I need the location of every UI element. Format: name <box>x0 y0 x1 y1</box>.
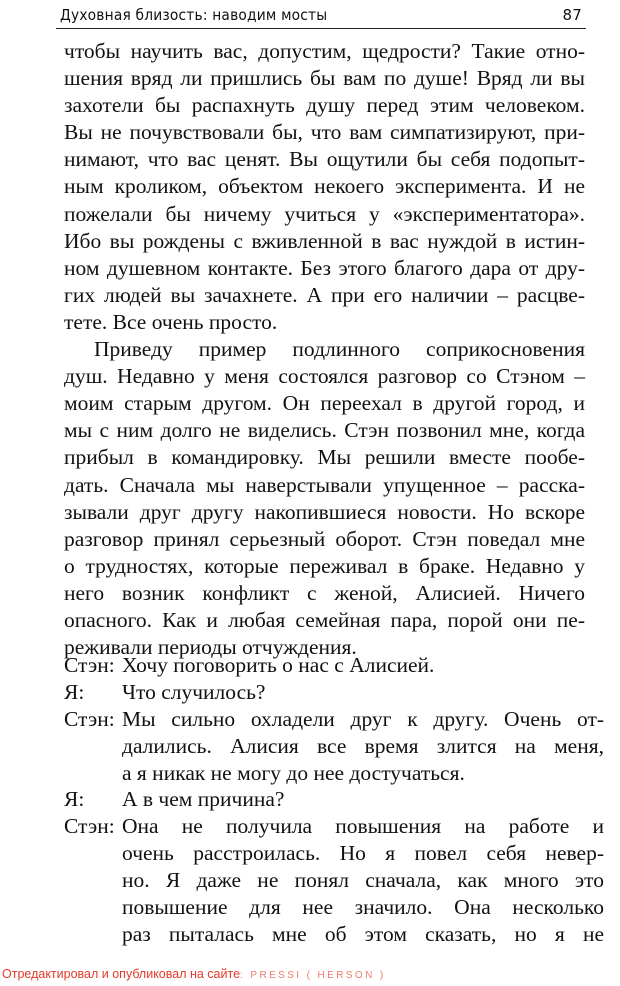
text-line: зывали друг другу накопившиеся новости. Но вскоре <box>64 499 585 524</box>
speech-text <box>122 706 604 787</box>
speech-line: раз пыталась мне об этом сказать, но я не <box>122 921 604 946</box>
text-line: шения вряд ли пришлись бы вам по душе! Вряд ли вы <box>64 66 585 91</box>
speech-line: Хочу поговорить о нас с Алисией. <box>122 653 435 677</box>
dialogue-turn <box>64 813 604 947</box>
page-number: 87 <box>562 6 582 24</box>
chapter-title: Духовная близость: наводим мосты <box>60 6 328 24</box>
text-line: тете. Все очень просто. <box>64 309 278 334</box>
text-line: мы с ним долго не виделись. Стэн позвонил мне, когда <box>64 418 585 443</box>
dialogue-turn <box>64 706 604 787</box>
speech-line: но. Я даже не понял сначала, как много это <box>122 868 604 893</box>
speaker-label: Я: <box>64 679 85 704</box>
speech-line: Мы сильно охладели друг к другу. Очень от- <box>122 706 604 731</box>
dialogue-block <box>64 652 604 948</box>
speaker-label: Стэн: <box>64 653 115 677</box>
speech-text <box>122 786 604 813</box>
speech-line: Что случилось? <box>122 679 266 704</box>
text-line: опасного. Как и любая семейная пара, порой они пе- <box>64 607 585 632</box>
speaker-label: Стэн: <box>64 814 115 839</box>
text-line: него возник конфликт с женой, Алисией. Ничего <box>64 580 585 605</box>
speech-text <box>122 652 604 679</box>
speech-line: а я никак не могу до нее достучаться. <box>122 760 465 785</box>
speech-line: далились. Алисия все время злится на меня, <box>122 733 604 758</box>
speech-line: А в чем причина? <box>122 787 285 812</box>
paragraph-2 <box>64 336 585 661</box>
speaker-label: Я: <box>64 787 85 812</box>
running-header <box>56 4 586 29</box>
text-line: разговор принял серьезный оборот. Стэн поведал мне <box>64 526 585 551</box>
speech-text <box>122 813 604 947</box>
text-line: душ. Недавно у меня состоялся разговор со Стэном – <box>64 364 585 389</box>
text-line: пожелали бы ничему учиться у «экспериментатора». <box>64 201 585 226</box>
dialogue-turn <box>64 652 604 679</box>
text-line: прибыл в командировку. Мы решили вместе пообе- <box>64 445 585 470</box>
speech-line: повышение для нее значило. Она несколько <box>122 895 604 920</box>
text-line: нимают, что вас ценят. Вы ощутили бы себя подопыт- <box>64 147 585 172</box>
text-line: Приведу пример подлинного соприкосновения <box>94 337 585 362</box>
text-line: дать. Сначала мы наверстывали упущенное – расска- <box>64 472 585 497</box>
text-line: захотели бы распахнуть душу перед этим человеком. <box>64 93 585 118</box>
speaker-label: Стэн: <box>64 706 115 731</box>
text-line: ном душевном контакте. Без этого благого дара от дру- <box>64 255 585 280</box>
text-line: моим старым другом. Он переехал в другой город, и <box>64 391 585 416</box>
speech-text <box>122 679 604 706</box>
body-text <box>64 38 585 661</box>
dialogue-turn <box>64 786 604 813</box>
text-line: Ибо вы рождены с вживленной в вас нуждой в истин- <box>64 228 585 253</box>
text-line: Вы не почувствовали бы, что вам симпатизируют, при- <box>64 120 585 145</box>
text-line: чтобы научить вас, допустим, щедрости? Такие отно- <box>64 39 585 63</box>
paragraph-1 <box>64 38 585 336</box>
text-line: гих людей вы зачахнете. А при его наличии – расцве- <box>64 282 585 307</box>
speech-line: очень расстроилась. Но я повел себя невер- <box>122 841 604 866</box>
dialogue-turn <box>64 679 604 706</box>
watermark-footer <box>2 966 386 984</box>
text-line: ным кроликом, объектом некоего эксперимента. И не <box>64 174 585 199</box>
footer-site: : PRESSI ( HERSON ) <box>240 970 386 981</box>
text-line: о трудностях, которые переживал в браке. Недавно у <box>64 553 585 578</box>
speech-line: Она не получила повышения на работе и <box>122 814 604 839</box>
footer-text: Отредактировал и опубликовал на сайте <box>2 967 241 981</box>
text-line: реживали периоды отчуждения. <box>64 635 357 660</box>
